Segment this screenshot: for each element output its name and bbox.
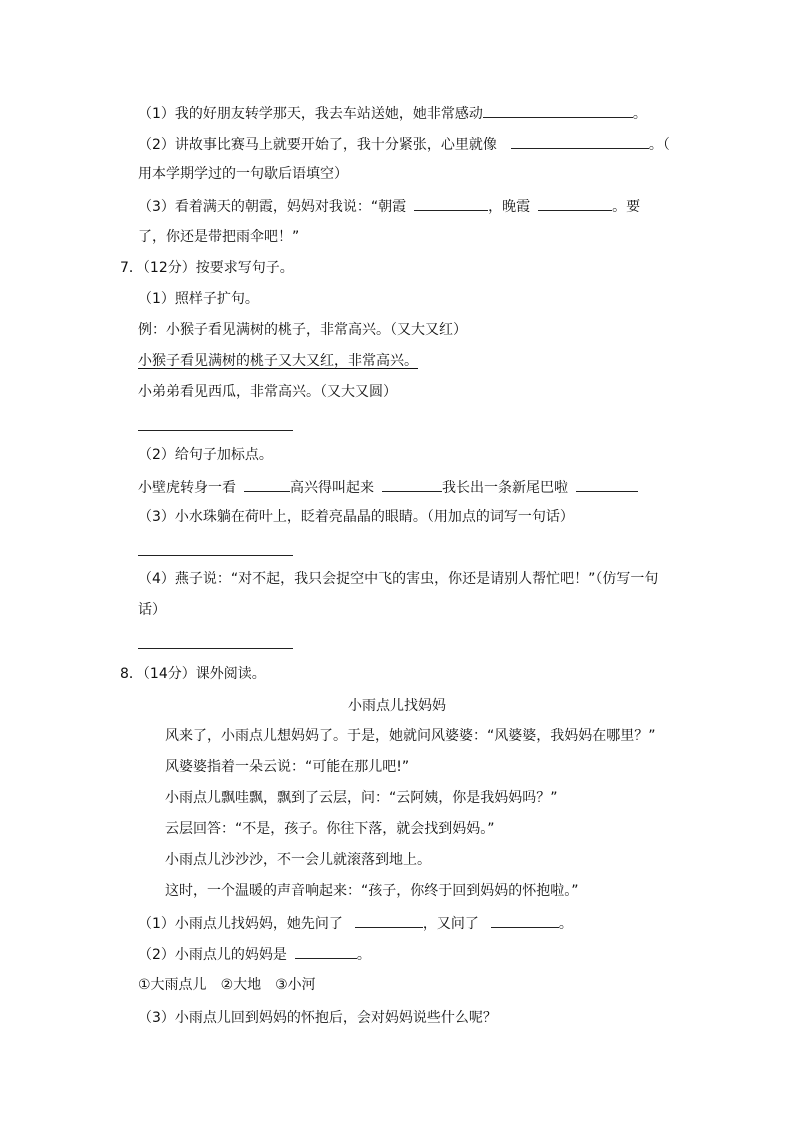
passage-paragraph: 风来了，小雨点儿想妈妈了。于是，她就问风婆婆：“风婆婆，我妈妈在哪里？” (165, 728, 656, 744)
q8-header: 8．（14分）课外阅读。 (120, 666, 266, 682)
option-1[interactable]: ①大雨点儿 (138, 977, 207, 993)
answer-blank[interactable] (295, 944, 357, 959)
q7-task-1: 小弟弟看见西瓜，非常高兴。（又大又圆） (138, 384, 397, 400)
q6-sentence-2: （2）讲故事比赛马上就要开始了，我十分紧张，心里就像 。（ (138, 134, 670, 155)
passage-paragraph: 风婆婆指着一朵云说：“可能在那儿吧!” (165, 759, 410, 775)
q8-question-1: （1）小雨点儿找妈妈，她先问了 ，又问了 。 (138, 913, 573, 934)
q7-header: 7．（12分）按要求写句子。 (120, 260, 294, 276)
answer-blank[interactable] (414, 196, 488, 211)
answer-blank[interactable] (483, 103, 633, 118)
q7-example: 例：小猴子看见满树的桃子，非常高兴。（又大又红） (138, 322, 467, 338)
q8-question-2: （2）小雨点儿的妈妈是 。 (138, 944, 371, 965)
q6-sentence-3-cont: 了，你还是带把雨伞吧！” (138, 229, 300, 245)
answer-line[interactable] (138, 555, 293, 556)
q6-sentence-1: （1）我的好朋友转学那天，我去车站送她，她非常感动 。 (138, 103, 647, 124)
option-2[interactable]: ②大地 (220, 977, 262, 993)
passage-title: 小雨点儿找妈妈 (348, 698, 446, 714)
answer-blank[interactable] (491, 913, 559, 928)
answer-line[interactable] (138, 648, 293, 649)
q8-question-3: （3）小雨点儿回到妈妈的怀抱后，会对妈妈说些什么呢？ (138, 1010, 497, 1026)
q6-sentence-2-cont: 用本学期学过的一句歇后语填空） (138, 166, 348, 182)
answer-blank[interactable] (538, 196, 612, 211)
passage-paragraph: 小雨点儿飘哇飘，飘到了云层，问：“云阿姨，你是我妈妈吗？” (165, 790, 558, 806)
q7-part-1: （1）照样子扩句。 (138, 291, 259, 307)
option-3[interactable]: ③小河 (275, 977, 316, 993)
q7-part-3: （3）小水珠躺在荷叶上，眨着亮晶晶的眼睛。（用加点的词写一句话） (138, 509, 574, 525)
answer-blank[interactable] (511, 134, 649, 149)
punct-blank[interactable] (244, 477, 290, 492)
punct-blank[interactable] (576, 477, 638, 492)
q6-sentence-3: （3）看着满天的朝霞，妈妈对我说：“朝霞 ，晚霞 。要 (138, 196, 640, 217)
q7-part-4-cont: 话） (138, 602, 166, 618)
passage-paragraph: 小雨点儿沙沙沙，不一会儿就滚落到地上。 (165, 852, 431, 868)
punct-blank[interactable] (382, 477, 442, 492)
q7-punctuation-sentence: 小壁虎转身一看 高兴得叫起来 我长出一条新尾巴啦 (138, 477, 638, 498)
passage-paragraph: 云层回答：“不是，孩子。你往下落，就会找到妈妈。” (165, 821, 495, 837)
q7-part-4: （4）燕子说：“对不起，我只会捉空中飞的害虫，你还是请别人帮忙吧！”（仿写一句 (138, 571, 659, 587)
q7-part-2: （2）给句子加标点。 (138, 447, 273, 463)
answer-line[interactable] (138, 430, 293, 431)
q8-options (138, 975, 316, 995)
passage-paragraph: 这时，一个温暖的声音响起来：“孩子，你终于回到妈妈的怀抱啦。” (165, 883, 579, 899)
q7-example-answer: 小猴子看见满树的桃子又大又红，非常高兴。 (138, 353, 418, 369)
answer-blank[interactable] (355, 913, 423, 928)
